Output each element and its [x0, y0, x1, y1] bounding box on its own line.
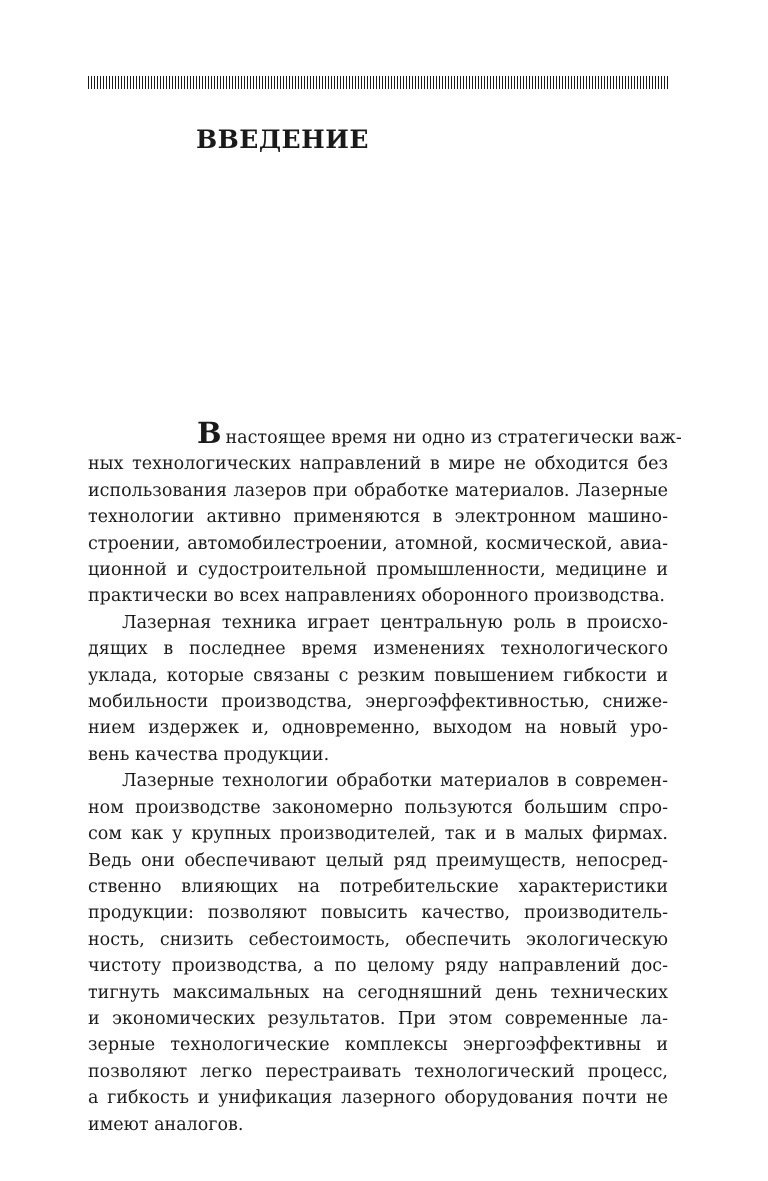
text-line: а гибкость и унификация лазерного оборудования почти не — [88, 1088, 668, 1109]
chapter-body — [88, 416, 682, 1138]
text-line: ственно влияющих на потребительские характеристики — [88, 876, 668, 897]
text-line: Ведь они обеспечивают целый ряд преимуществ, непосред- — [88, 850, 668, 871]
text-line: строении, автомобилестроении, атомной, космической, авиа- — [88, 533, 668, 554]
paragraph-3 — [88, 768, 668, 1138]
paragraph-1 — [88, 416, 682, 610]
text-line: и экономических результатов. При этом современные ла- — [88, 1008, 668, 1029]
text-line: сом как у крупных производителей, так и в малых фирмах. — [88, 824, 668, 845]
text-line: практически во всех направлениях оборонного производства. — [88, 586, 665, 607]
header-rule — [88, 76, 668, 89]
chapter-title: ВВЕДЕНИЕ — [196, 125, 369, 154]
text-line: настоящее время ни одно из стратегически важ- — [225, 428, 682, 448]
text-line: технологии активно применяются в электронном машино- — [88, 507, 668, 528]
text-line: дящих в последнее время изменениях технологического — [88, 639, 668, 660]
paragraph-2 — [88, 610, 668, 768]
text-line: имеют аналогов. — [88, 1114, 244, 1135]
text-line: вень качества продукции. — [88, 744, 330, 765]
text-line: чистоту производства, а по целому ряду направлений дос- — [88, 956, 668, 977]
text-line: ном производстве закономерно пользуются большим спро- — [88, 797, 668, 818]
text-line: ность, снизить себестоимость, обеспечить экологическую — [88, 929, 668, 950]
text-line: использования лазеров при обработке материалов. Лазерные — [88, 480, 668, 501]
text-line: нием издержек и, одновременно, выходом на новый уро- — [88, 718, 668, 739]
text-line: зерные технологические комплексы энергоэффективны и — [88, 1035, 668, 1056]
text-line: мобильности производства, энергоэффективностью, сниже- — [88, 692, 668, 713]
first-line — [88, 416, 682, 451]
text-line: продукции: позволяют повысить качество, производитель- — [88, 903, 668, 924]
drop-cap: В — [197, 416, 222, 450]
text-line: позволяют легко перестраивать технологический процесс, — [88, 1061, 668, 1082]
text-line: тигнуть максимальных на сегодняшний день технических — [88, 982, 668, 1003]
text-line: уклада, которые связаны с резким повышением гибкости и — [88, 665, 668, 686]
text-line: ционной и судостроительной промышленности, медицине и — [88, 560, 668, 581]
text-line: Лазерные технологии обработки материалов в современ- — [122, 771, 668, 792]
text-line: Лазерная техника играет центральную роль в происхо- — [122, 612, 668, 633]
text-line: ных технологических направлений в мире не обходится без — [88, 454, 668, 475]
